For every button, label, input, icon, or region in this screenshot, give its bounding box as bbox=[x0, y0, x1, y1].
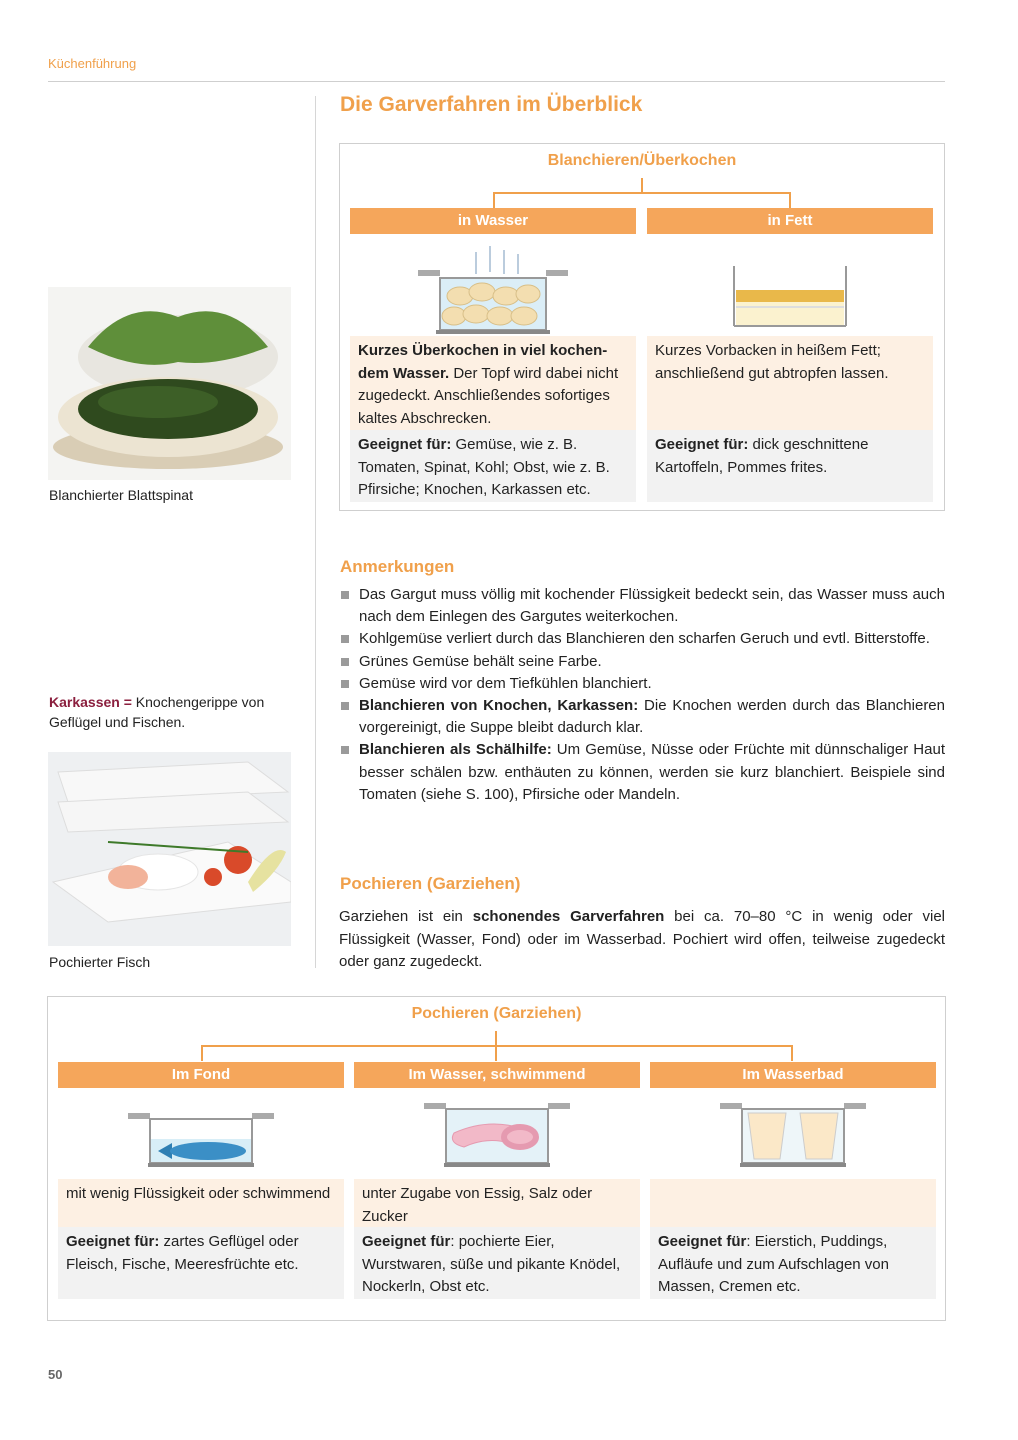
blanch-diagram-title: Blanchieren/Überkochen bbox=[547, 152, 737, 169]
note-item: Das Gargut muss völlig mit kochender Flüssigkeit bedeckt sein, das Wasser muss auch nach dem Einlegen des Gargutes weiterkochen. bbox=[339, 584, 945, 628]
page-title: Die Garverfahren im Überblick bbox=[340, 93, 643, 116]
note-item: Gemüse wird vor dem Tiefkühlen blanchiert. bbox=[339, 673, 945, 695]
connector bbox=[493, 192, 495, 208]
connector bbox=[789, 192, 791, 208]
connector bbox=[201, 1045, 203, 1061]
poached-fish-image bbox=[48, 752, 291, 946]
poach-col-bath-header: Im Wasserbad bbox=[650, 1062, 936, 1088]
pot-waterbath-icon bbox=[720, 1093, 866, 1169]
spinach-image bbox=[48, 287, 291, 480]
spinach-photo bbox=[48, 287, 291, 480]
blanch-col-fat-header: in Fett bbox=[647, 208, 933, 234]
poach-col-water-header: Im Wasser, schwimmend bbox=[354, 1062, 640, 1088]
poach-col-fond-use: Geeignet für: zartes Geflügel oder Fleisch, Fische, Meeresfrüchte etc. bbox=[58, 1227, 344, 1299]
connector bbox=[493, 192, 791, 194]
poach-col-fond-desc: mit wenig Flüssigkeit oder schwimmend bbox=[58, 1179, 344, 1227]
connector bbox=[495, 1045, 497, 1061]
term-definition: Karkassen = Knochengerippe von Geflügel und Fischen. bbox=[49, 694, 265, 730]
poach-col-fond-header: Im Fond bbox=[58, 1062, 344, 1088]
blanch-col-water-use: Geeignet für: Gemüse, wie z. B. Tomaten, Spinat, Kohl; Obst, wie z. B. Pfirsiche; Knochen, Karkassen etc. bbox=[350, 430, 636, 502]
poach-col-bath-desc bbox=[650, 1179, 936, 1227]
poach-col-water-use: Geeignet für: pochierte Eier, Wurstwaren, süße und pikante Knödel, Nockerln, Obst etc. bbox=[354, 1227, 640, 1299]
note-item: Grünes Gemüse behält seine Farbe. bbox=[339, 651, 945, 673]
spinach-caption: Blanchierter Blattspinat bbox=[49, 487, 193, 503]
note-item: Kohlgemüse verliert durch das Blanchieren den scharfen Geruch und evtl. Bitterstoffe. bbox=[339, 628, 945, 650]
blanch-col-fat-desc: Kurzes Vorbacken in heißem Fett; anschließend gut abtropfen lassen. bbox=[647, 336, 933, 430]
poach-col-water-desc: unter Zugabe von Essig, Salz oder Zucker bbox=[354, 1179, 640, 1227]
note-item: Blanchieren als Schälhilfe: Um Gemüse, Nüsse oder Früchte mit dünnschaliger Haut besser schälen bzw. enthäuten zu können, werden sie kurz blanchiert. Beispiele sind Tomaten (siehe S. 100), Pfirsiche oder Mandeln. bbox=[339, 739, 945, 806]
poach-col-bath-use: Geeignet für: Eierstich, Puddings, Aufläufe und zum Aufschlagen von Massen, Cremen etc. bbox=[650, 1227, 936, 1299]
fryer-fat-icon bbox=[730, 262, 850, 332]
connector bbox=[495, 1031, 497, 1045]
connector bbox=[791, 1045, 793, 1061]
fish-caption: Pochierter Fisch bbox=[49, 954, 151, 970]
page-number: 50 bbox=[48, 1367, 63, 1382]
connector bbox=[201, 1045, 793, 1047]
pot-sausage-icon bbox=[424, 1093, 570, 1169]
header-rule bbox=[48, 81, 945, 82]
blanch-col-water-header: in Wasser bbox=[350, 208, 636, 234]
blanch-col-water-desc: Kurzes Überkochen in viel kochen-dem Wasser. Der Topf wird dabei nicht zugedeckt. Anschließendes sofortiges kaltes Abschrecken. bbox=[350, 336, 636, 430]
column-divider bbox=[315, 96, 316, 968]
poach-diagram bbox=[47, 996, 946, 1321]
running-header: Küchenführung bbox=[48, 56, 137, 71]
notes-title: Anmerkungen bbox=[340, 557, 455, 576]
fish-photo bbox=[48, 752, 291, 946]
connector bbox=[641, 178, 643, 192]
pot-fish-icon bbox=[128, 1103, 274, 1169]
pot-water-icon bbox=[418, 244, 568, 336]
poach-diagram-title: Pochieren (Garziehen) bbox=[411, 1005, 582, 1022]
note-item: Blanchieren von Knochen, Karkassen: Die Knochen werden durch das Blanchieren vorgereinigt, die Suppe bleibt dadurch klar. bbox=[339, 695, 945, 739]
poach-paragraph: Garziehen ist ein schonendes Garverfahren bei ca. 70–80 °C in wenig oder viel Flüssigkeit (Wasser, Fond) oder im Wasserbad. Pochiert wird offen, teilweise zugedeckt oder ganz zugedeckt. bbox=[339, 908, 945, 970]
blanch-col-fat-use: Geeignet für: dick geschnittene Kartoffeln, Pommes frites. bbox=[647, 430, 933, 502]
notes-list bbox=[339, 584, 945, 806]
blanch-diagram bbox=[339, 143, 945, 511]
poach-title: Pochieren (Garziehen) bbox=[340, 874, 521, 893]
